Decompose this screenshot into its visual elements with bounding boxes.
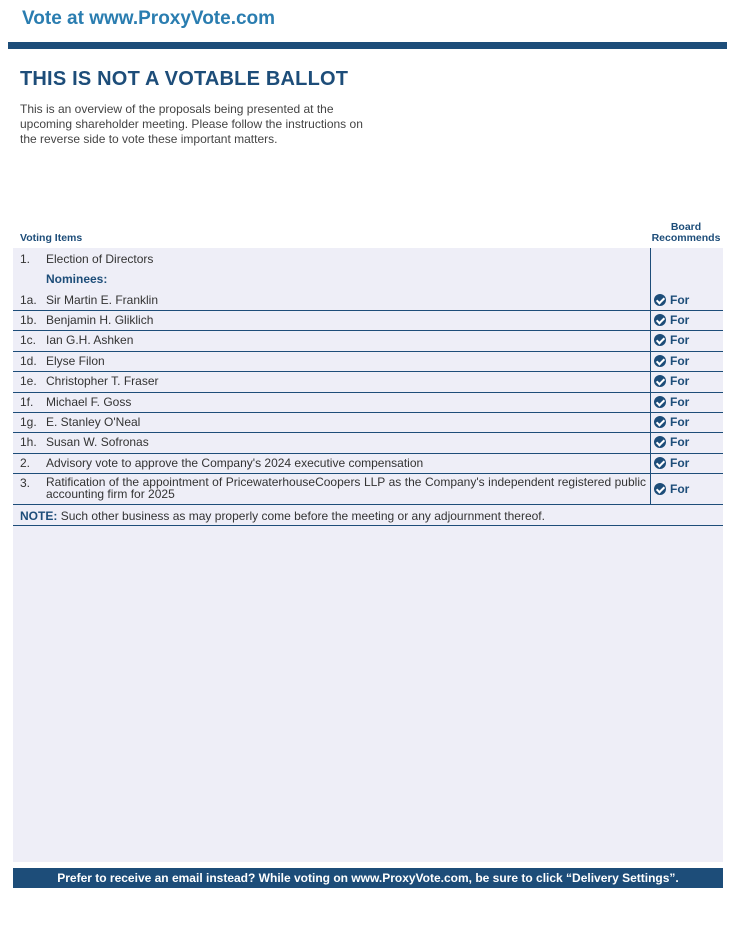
recommendation-label: For [670,333,690,347]
board-recommendation [654,415,689,429]
recommendation-label: For [670,293,690,307]
table-row [13,290,723,311]
board-recommendation [654,395,689,409]
intro-line: This is an overview of the proposals being presented at the [20,102,334,116]
recommendation-label: For [670,395,690,409]
table-row [13,432,723,454]
item-number: 1c. [20,333,37,347]
item-number: 1d. [20,354,37,368]
check-circle-icon [654,355,666,367]
intro-text [20,102,365,147]
note-text: Such other business as may properly come before the meeting or any adjournment thereof. [60,509,545,523]
board-recommendation [654,354,689,368]
header-divider-bar [8,42,727,49]
check-circle-icon [654,314,666,326]
item-text: Michael F. Goss [46,395,132,409]
check-circle-icon [654,483,666,495]
table-row [13,453,723,474]
table-row [13,371,723,393]
table-row [13,330,723,352]
item-number: 1e. [20,374,37,388]
item-text: Election of Directors [46,252,154,266]
intro-line: upcoming shareholder meeting. Please follow the instructions on [20,117,363,131]
recommendation-label: For [670,456,690,470]
item-text: E. Stanley O'Neal [46,415,141,429]
check-circle-icon [654,294,666,306]
check-circle-icon [654,396,666,408]
note-row [13,506,723,526]
voting-items-header: Voting Items [20,232,83,244]
item-text: Ian G.H. Ashken [46,333,134,347]
board-recommendation [654,293,689,307]
note-label: NOTE: [20,509,58,523]
check-circle-icon [654,457,666,469]
table-row [13,351,723,372]
recommendation-label: For [670,354,690,368]
board-recommendation [654,313,689,327]
board-recommendation [654,456,689,470]
page-title: THIS IS NOT A VOTABLE BALLOT [20,68,349,90]
check-circle-icon [654,375,666,387]
check-circle-icon [654,436,666,448]
recommendation-label: For [670,435,690,449]
board-recommendation [654,374,689,388]
item-text: Advisory vote to approve the Company's 2024 executive compensation [46,456,424,470]
item-text: Elyse Filon [46,354,105,368]
recommendation-label: For [670,482,690,496]
recommends-label: Recommends [651,232,721,244]
board-recommendation [654,435,689,449]
item-number: 3. [20,476,31,490]
item-election-of-directors [13,252,723,270]
board-recommendation [654,333,689,347]
table-row [13,310,723,331]
check-circle-icon [654,416,666,428]
recommendation-label: For [670,374,690,388]
board-recommendation [654,482,689,496]
item-text: Susan W. Sofronas [46,435,149,449]
table-row [13,412,723,433]
item-number: 1a. [20,293,37,307]
item-text: Benjamin H. Gliklich [46,313,154,327]
item-number: 1f. [20,395,34,409]
item-number: 1. [20,252,31,266]
nominees-row [13,272,723,290]
footer-banner: Prefer to receive an email instead? While voting on www.ProxyVote.com, be sure to click “Delivery Settings”. [13,868,723,888]
item-text: Ratification of the appointment of PricewaterhouseCoopers LLP as the Company's independent registered public accounting firm for 2025 [46,475,646,501]
item-text: Sir Martin E. Franklin [46,293,159,307]
table-row [13,473,723,505]
check-circle-icon [654,334,666,346]
intro-line: the reverse side to vote these important matters. [20,132,278,146]
recommendation-label: For [670,313,690,327]
proxyvote-url[interactable]: Vote at www.ProxyVote.com [22,8,276,29]
item-number: 2. [20,456,31,470]
board-label: Board [670,221,702,233]
board-recommends-header [650,222,722,244]
nominees-label: Nominees: [46,272,108,286]
item-number: 1b. [20,313,37,327]
recommendation-label: For [670,415,690,429]
item-number: 1h. [20,435,37,449]
item-number: 1g. [20,415,37,429]
table-row [13,392,723,413]
item-text: Christopher T. Fraser [46,374,159,388]
